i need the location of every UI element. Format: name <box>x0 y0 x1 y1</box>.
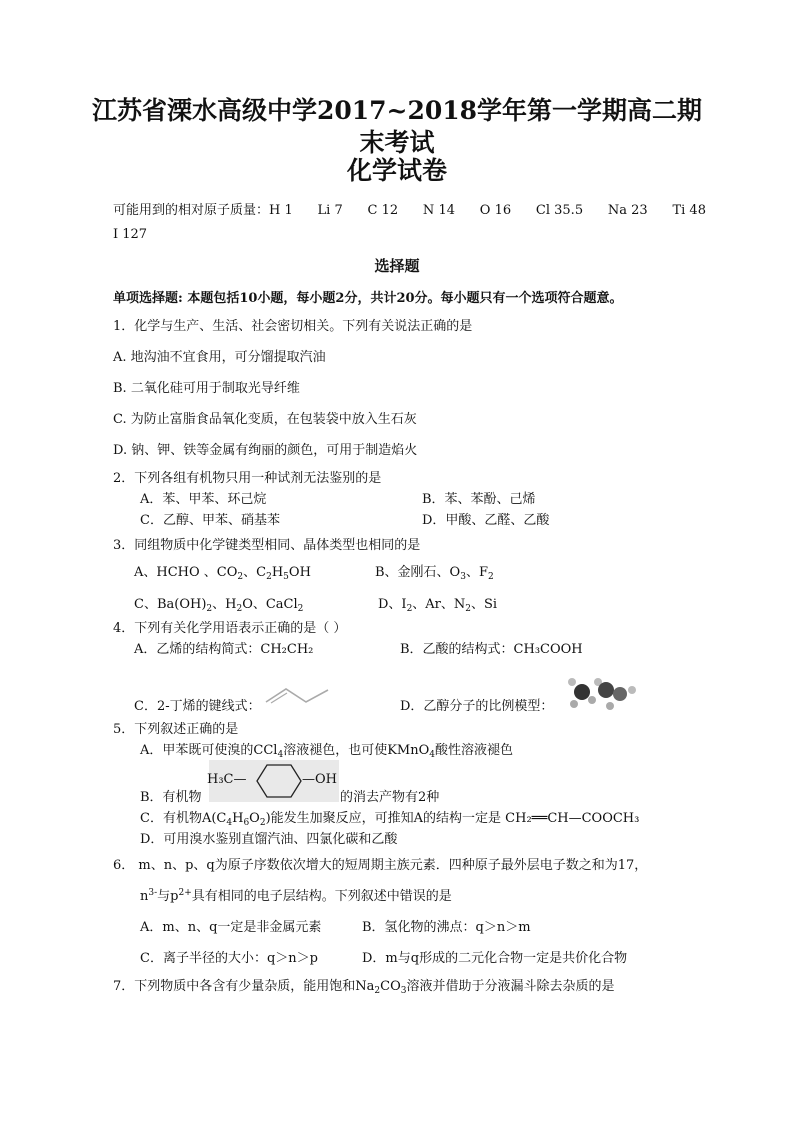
2-butene-skeletal-icon <box>262 684 334 710</box>
exam-title-line2: 末考试 <box>359 128 435 157</box>
q1-option-d: D. 钠、钾、铁等金属有绚丽的颜色，可用于制造焰火 <box>113 443 418 458</box>
atomic-mass-line2: I 127 <box>113 227 148 242</box>
q5-option-b-suffix: 的消去产物有2种 <box>340 790 440 805</box>
instruction: 单项选择题: 本题包括10小题，每小题2分，共计20分。每小题只有一个选项符合题意。 <box>113 291 623 306</box>
q4-option-a: A．乙烯的结构简式：CH₂CH₂ <box>134 642 314 657</box>
ring-right-group: —OH <box>302 772 337 787</box>
q4-option-b: B．乙酸的结构式：CH₃COOH <box>400 642 583 657</box>
q5-option-a: A．甲苯既可使溴的CCl$_4$溶液褪色，也可使KMnO$_4$酸性溶液褪色 <box>140 743 513 760</box>
q6-option-a: A．m、n、q一定是非金属元素 <box>140 920 322 935</box>
ethanol-space-filling-model-icon <box>562 668 640 716</box>
q3-option-b: B、金刚石、$O_3$、$F_2$ <box>375 565 494 582</box>
atomic-mass-line1: 可能用到的相对原子质量：H 1 Li 7 C 12 N 14 O 16 Cl 35.5 Na 23 Ti 48 <box>113 203 706 218</box>
q6-option-c: C．离子半径的大小：q＞n＞p <box>140 951 318 966</box>
q5-option-c: C．有机物$A(C_4H_6O_2)$能发生加聚反应，可推知A的结构一定是 CH₂══CH—COOCH₃ <box>140 811 640 828</box>
q5-stem: 5．下列叙述正确的是 <box>113 722 239 737</box>
section-title: 选择题 <box>374 257 420 275</box>
q1-stem: 1．化学与生产、生活、社会密切相关。下列有关说法正确的是 <box>113 319 473 334</box>
q2-option-d: D．甲酸、乙醛、乙酸 <box>422 513 550 528</box>
q7-stem: 7．下列物质中各含有少量杂质，能用饱和$Na_2CO_3$溶液并借助于分液漏斗除去杂质的是 <box>113 979 615 996</box>
q3-option-d: D、$I_2$、Ar、$N_2$、Si <box>378 597 498 614</box>
q3-option-a: A、HCHO 、$CO_2$、$C_2H_5OH$ <box>134 565 311 582</box>
q3-option-c: C、$Ba(OH)_2$、$H_2O$、CaCl$_2$ <box>134 597 304 614</box>
methylcyclohexanol-structure <box>209 760 339 802</box>
q2-option-a: A．苯、甲苯、环己烷 <box>140 492 267 507</box>
ring-left-group: H₃C— <box>207 772 247 787</box>
q1-option-b: B. 二氧化硅可用于制取光导纤维 <box>113 381 300 396</box>
exam-title-line3: 化学试卷 <box>346 156 447 185</box>
q6-stem-line1: 6． m、n、p、q为原子序数依次增大的短周期主族元素．四种原子最外层电子数之和为17， <box>113 858 648 873</box>
exam-title-line1: 江苏省溧水高级中学2017~2018学年第一学期高二期 <box>91 96 703 125</box>
q5-option-d: D．可用溴水鉴别直馏汽油、四氯化碳和乙酸 <box>140 832 398 847</box>
q4-option-c: C．2-丁烯的键线式： <box>134 699 261 714</box>
q4-option-d: D．乙醇分子的比例模型： <box>400 699 554 714</box>
q1-option-a: A. 地沟油不宜食用，可分馏提取汽油 <box>113 350 326 365</box>
q3-stem: 3．同组物质中化学键类型相同、晶体类型也相同的是 <box>113 538 421 553</box>
q2-stem: 2．下列各组有机物只用一种试剂无法鉴别的是 <box>113 471 382 486</box>
q6-option-d: D．m与q形成的二元化合物一定是共价化合物 <box>362 951 628 966</box>
q4-stem: 4．下列有关化学用语表示正确的是（ ） <box>113 621 347 636</box>
q6-option-b: B．氢化物的沸点：q＞n＞m <box>362 920 531 935</box>
q6-stem-line2: $n^{3-}$与$p^{2+}$具有相同的电子层结构。下列叙述中错误的是 <box>140 888 452 904</box>
q2-option-b: B．苯、苯酚、己烯 <box>422 492 536 507</box>
q1-option-c: C. 为防止富脂食品氧化变质，在包装袋中放入生石灰 <box>113 412 417 427</box>
q2-option-c: C．乙醇、甲苯、硝基苯 <box>140 513 280 528</box>
q5-option-b-prefix: B．有机物 <box>140 790 202 805</box>
